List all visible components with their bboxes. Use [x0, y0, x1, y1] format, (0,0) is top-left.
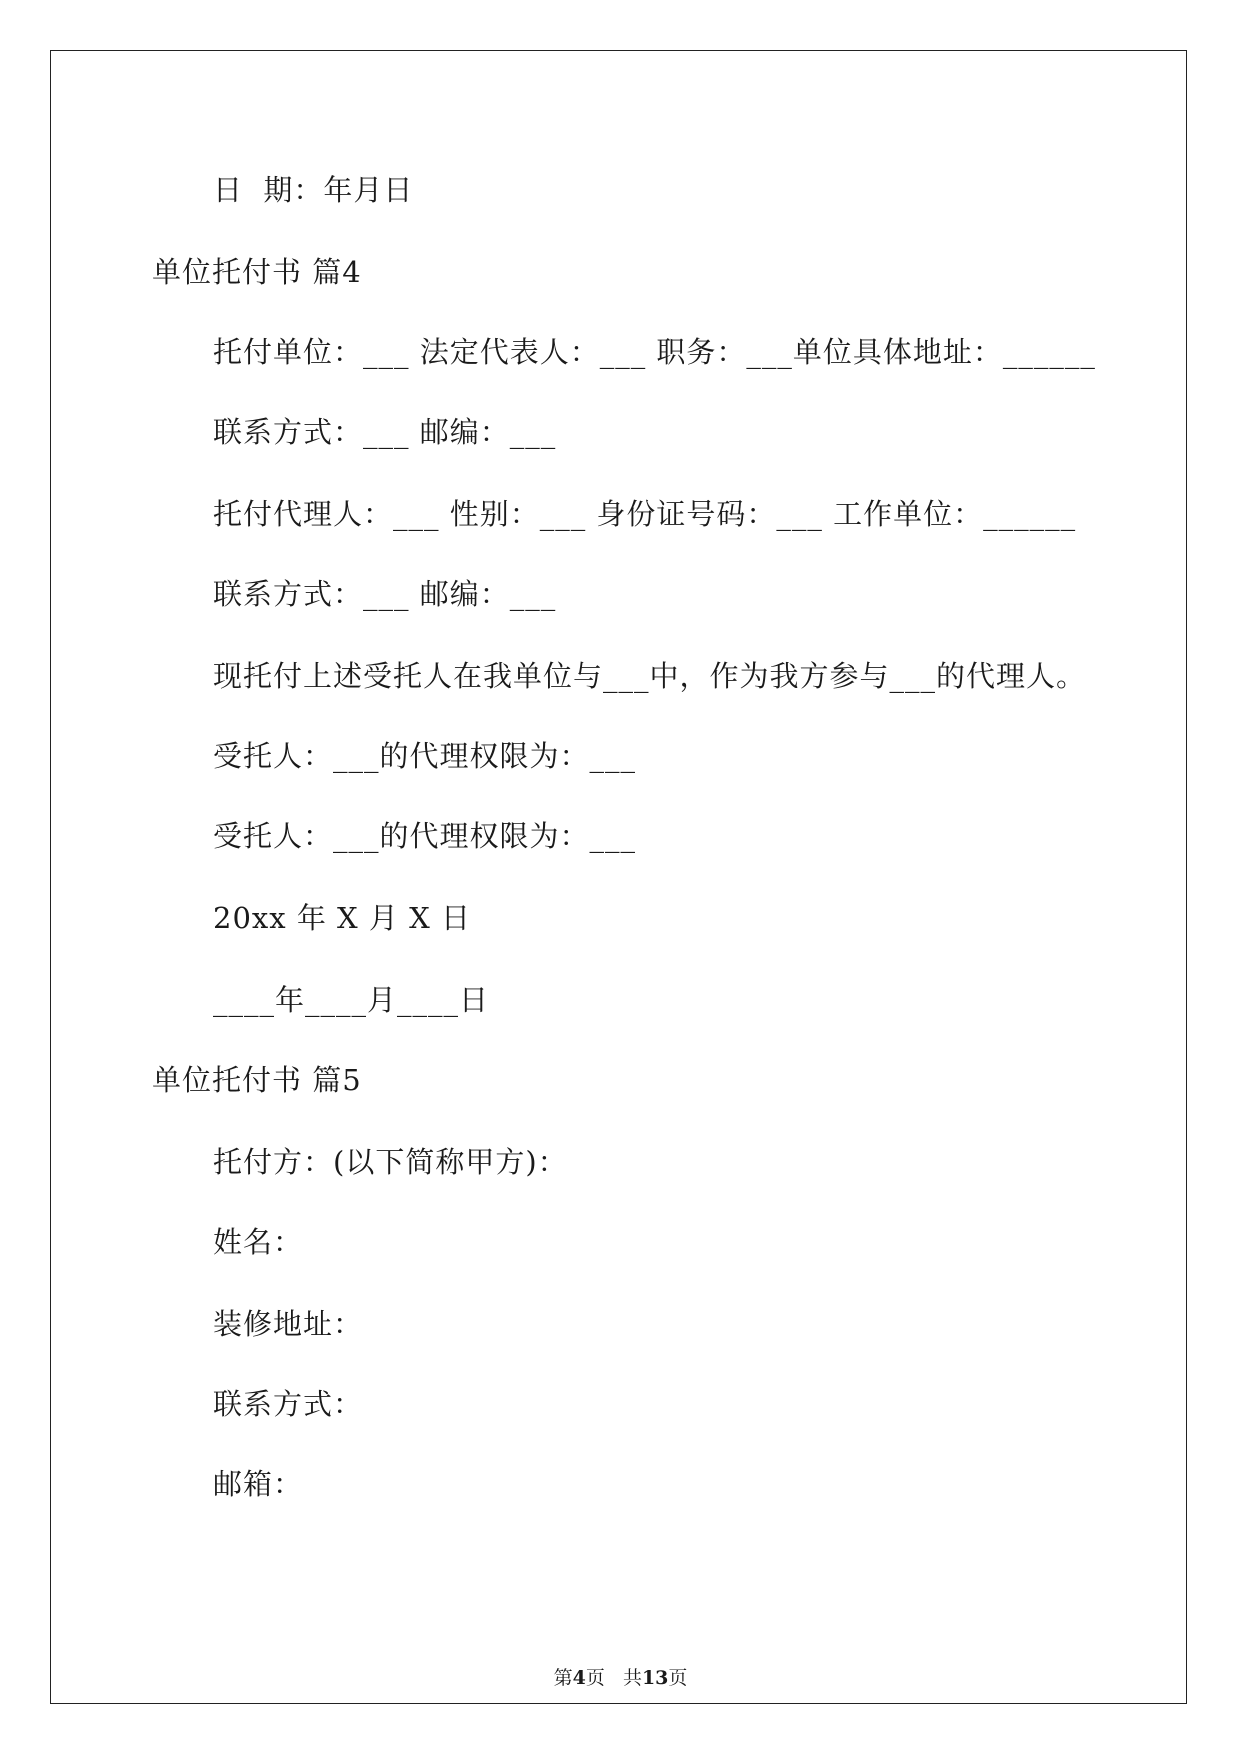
- date-line: 日 期：年月日: [213, 173, 414, 207]
- footer-total-pages: 13: [641, 1667, 669, 1689]
- footer-page-number: 4: [572, 1667, 586, 1689]
- agent-contact-line: 联系方式：___ 邮编：___: [213, 577, 557, 611]
- authorization-statement: 现托付上述受托人在我单位与___中，作为我方参与___的代理人。: [213, 659, 1087, 693]
- footer-middle: 页 共: [585, 1667, 642, 1689]
- agent-authority-line-1: 受托人：___的代理权限为：___: [213, 739, 637, 773]
- footer-suffix: 页: [668, 1667, 688, 1689]
- contact-label: 联系方式：: [213, 1387, 364, 1421]
- name-field-label: 姓名：: [213, 1225, 304, 1259]
- page-frame: [50, 50, 1187, 1704]
- signing-date: 20xx 年 X 月 X 日: [213, 901, 471, 935]
- agent-info-line: 托付代理人：___ 性别：___ 身份证号码：___ 工作单位：______: [213, 497, 1077, 531]
- client-party-line: 托付方：(以下简称甲方)：: [213, 1145, 568, 1179]
- principal-contact-line: 联系方式：___ 邮编：___: [213, 415, 557, 449]
- footer-prefix: 第: [553, 1667, 573, 1689]
- section-heading-4: 单位托付书 篇4: [152, 255, 362, 289]
- section-heading-5: 单位托付书 篇5: [152, 1063, 362, 1097]
- principal-unit-line: 托付单位：___ 法定代表人：___ 职务：___单位具体地址：______: [213, 335, 1096, 369]
- page-footer: [0, 1666, 1241, 1690]
- agent-authority-line-2: 受托人：___的代理权限为：___: [213, 819, 637, 853]
- renovation-address-label: 装修地址：: [213, 1307, 364, 1341]
- email-label: 邮箱：: [213, 1467, 304, 1501]
- blank-date-line: ____年____月____日: [213, 983, 490, 1017]
